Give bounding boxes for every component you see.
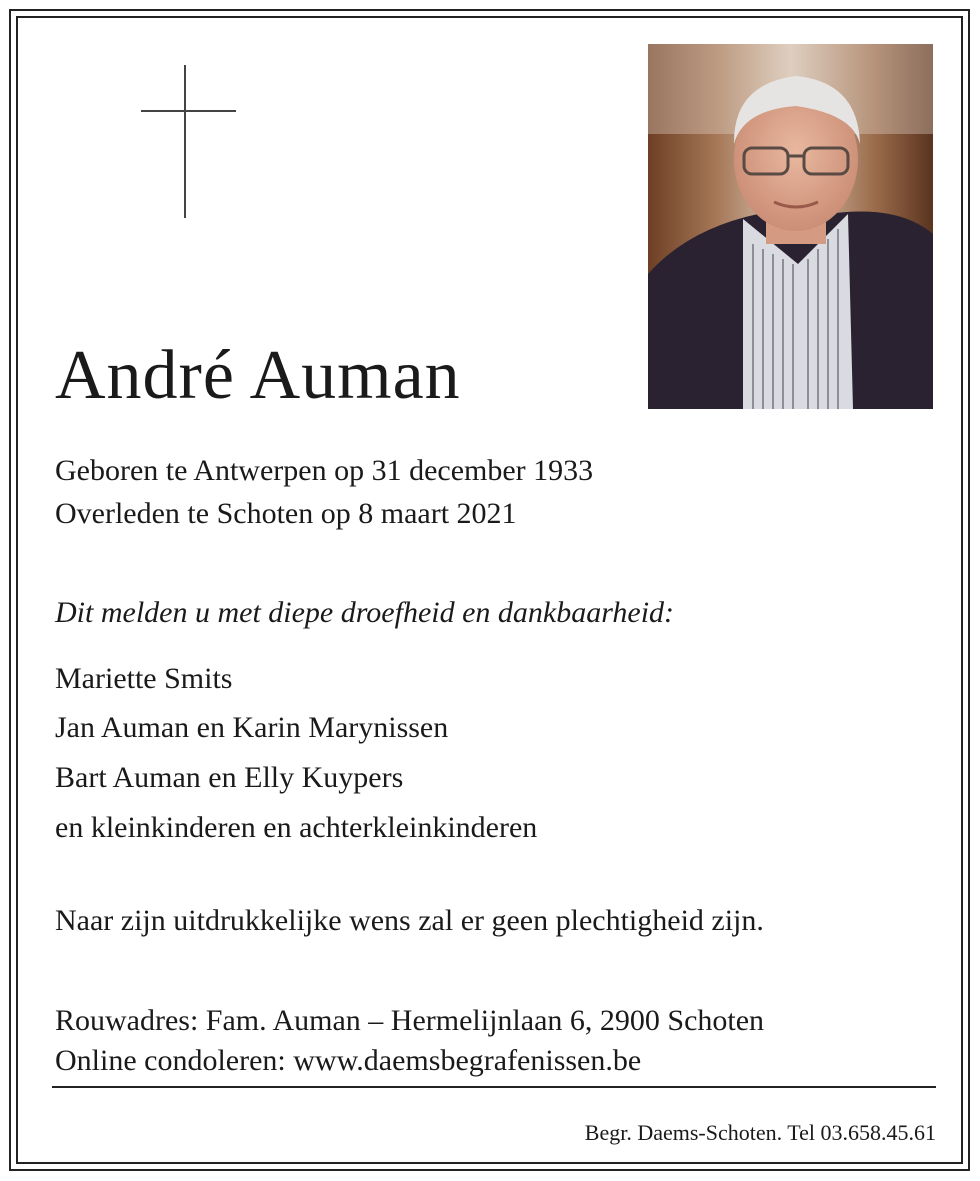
divider-line — [52, 1086, 936, 1088]
online-condolences: Online condoleren: www.daemsbegrafenissen.be — [55, 1044, 642, 1077]
announcement-intro: Dit melden u met diepe droefheid en dankbaarheid: — [55, 596, 675, 629]
deceased-name: André Auman — [55, 337, 461, 414]
family-member: Mariette Smits — [55, 662, 233, 695]
family-member: Bart Auman en Elly Kuypers — [55, 761, 404, 794]
cross-horizontal-bar — [141, 110, 236, 112]
family-member: en kleinkinderen en achterkleinkinderen — [55, 811, 538, 844]
ceremony-notice: Naar zijn uitdrukkelijke wens zal er geen plechtigheid zijn. — [55, 904, 764, 937]
portrait-photo — [648, 44, 933, 409]
birth-line: Geboren te Antwerpen op 31 december 1933 — [55, 454, 594, 487]
cross-vertical-bar — [184, 65, 186, 218]
mourning-address: Rouwadres: Fam. Auman – Hermelijnlaan 6, 2900 Schoten — [55, 1004, 765, 1037]
death-line: Overleden te Schoten op 8 maart 2021 — [55, 497, 517, 530]
undertaker-info: Begr. Daems-Schoten. Tel 03.658.45.61 — [584, 1120, 936, 1145]
family-member: Jan Auman en Karin Marynissen — [55, 711, 449, 744]
portrait-illustration — [648, 44, 933, 409]
